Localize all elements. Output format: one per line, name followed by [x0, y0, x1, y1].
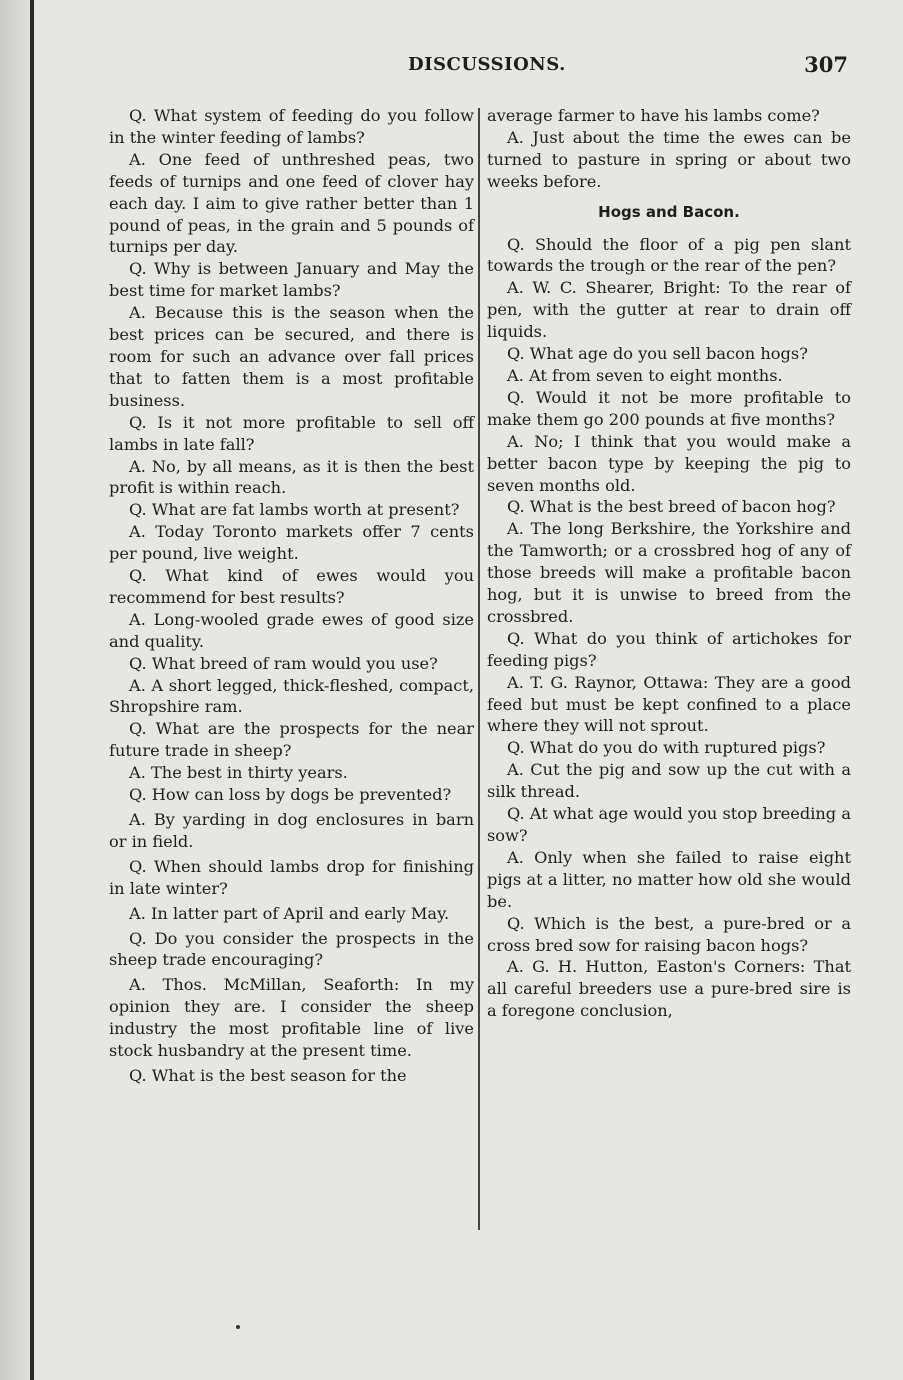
paragraph: average farmer to have his lambs come? [487, 106, 820, 125]
ink-speck [236, 1325, 240, 1329]
paragraph: Q. Should the floor of a pig pen slant towards the trough or the rear of the pen? [487, 234, 851, 276]
paragraph: Q. Is it not more profitable to sell off lambs in late fall? [109, 412, 474, 454]
right-column [487, 105, 851, 1022]
paragraph: A. One feed of unthreshed peas, two feeds of turnips and one feed of clover hay each day. I aim to give rather better than 1 pound of peas, in the grain and 5 pounds of turnips per day. [109, 149, 474, 257]
paragraph: Q. When should lambs drop for finishing in late winter? [109, 856, 474, 898]
paragraph: A. No, by all means, as it is then the best profit is within reach. [109, 456, 474, 498]
paragraph: Q. Do you consider the prospects in the sheep trade encouraging? [109, 928, 474, 970]
paragraph: Q. At what age would you stop breeding a sow? [487, 804, 851, 845]
paragraph: Q. What are the prospects for the near future trade in sheep? [109, 719, 474, 761]
paragraph: A. In latter part of April and early May. [129, 903, 450, 923]
paragraph: A. Cut the pig and sow up the cut with a silk thread. [487, 760, 851, 802]
paragraph: A. G. H. Hutton, Easton's Corners: That all careful breeders use a pure-bred sire is a foregone conclusion, [487, 957, 851, 1021]
paragraph: A. A short legged, thick-fleshed, compact, Shropshire ram. [109, 675, 474, 717]
running-head [108, 52, 852, 82]
page-number: 307 [804, 52, 848, 77]
paragraph: Q. What age do you sell bacon hogs? [507, 344, 808, 364]
paragraph: A. No; I think that you would make a better bacon type by keeping the pig to seven months old. [487, 431, 851, 495]
paragraph: A. W. C. Shearer, Bright: To the rear of pen, with the gutter at rear to drain off liquids. [487, 278, 851, 342]
left-column [109, 105, 474, 1087]
paragraph: A. The long Berkshire, the Yorkshire and the Tamworth; or a crossbred hog of any of those breeds will make a profitable bacon hog, but it is unwise to breed from the crossbred. [487, 519, 851, 626]
paragraph: Q. What do you do with ruptured pigs? [507, 738, 826, 758]
paragraph: Q. What kind of ewes would you recommend for best results? [109, 566, 474, 607]
paragraph: Q. What are fat lambs worth at present? [129, 500, 460, 520]
paragraph: A. Just about the time the ewes can be turned to pasture in spring or about two weeks before. [487, 127, 851, 191]
paragraph: Q. What is the best season for the [129, 1065, 407, 1085]
paragraph: Q. How can loss by dogs be prevented? [129, 785, 452, 805]
paragraph: Q. Which is the best, a pure-bred or a cross bred sow for raising bacon hogs? [487, 913, 851, 955]
paragraph: A. Long-wooled grade ewes of good size and quality. [109, 609, 474, 651]
paragraph: Q. Would it not be more profitable to make them go 200 pounds at five months? [487, 387, 851, 429]
column-divider [478, 108, 480, 1230]
paragraph: A. Thos. McMillan, Seaforth: In my opinion they are. I consider the sheep industry the most profitable line of live stock husbandry at the present time. [109, 975, 474, 1061]
paragraph: Q. What system of feeding do you follow in the winter feeding of lambs? [109, 106, 474, 147]
paragraph: Q. What is the best breed of bacon hog? [507, 497, 836, 517]
paragraph: Q. Why is between January and May the best time for market lambs? [109, 259, 474, 301]
paragraph: A. The best in thirty years. [129, 763, 348, 783]
paragraph: A. Only when she failed to raise eight pigs at a litter, no matter how old she would be. [487, 847, 851, 911]
paragraph: A. T. G. Raynor, Ottawa: They are a good feed but must be kept confined to a place where they will not sprout. [487, 672, 851, 736]
paragraph: A. At from seven to eight months. [507, 365, 783, 385]
page-title: DISCUSSIONS. [408, 54, 566, 75]
paragraph: A. By yarding in dog enclosures in barn or in field. [109, 810, 474, 851]
binding-edge-line [30, 0, 34, 1380]
paragraph: Q. What breed of ram would you use? [129, 653, 438, 673]
paragraph: Q. What do you think of artichokes for feeding pigs? [487, 628, 851, 670]
section-heading: Hogs and Bacon. [598, 202, 740, 221]
paragraph: A. Because this is the season when the best prices can be secured, and there is room for such an advance over fall prices that to fatten them is a most profitable business. [109, 303, 474, 410]
paragraph: A. Today Toronto markets offer 7 cents per pound, live weight. [109, 522, 474, 564]
